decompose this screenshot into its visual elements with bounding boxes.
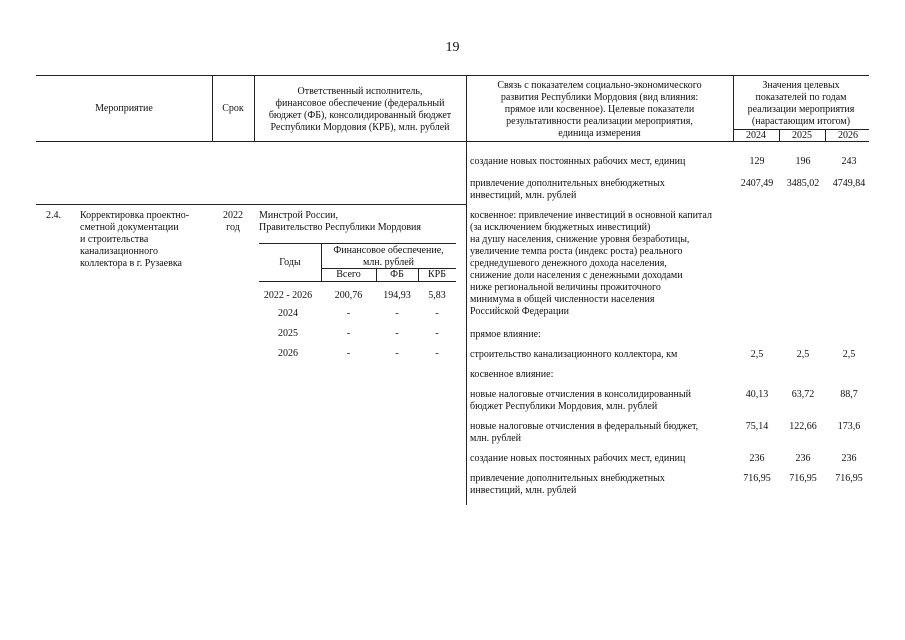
page-number: 19 bbox=[445, 40, 460, 55]
finance-col-fb: ФБ bbox=[390, 269, 404, 280]
direct-influence-label: прямое влияние: bbox=[470, 329, 541, 340]
section-rule bbox=[36, 204, 466, 205]
year-2025-header: 2025 bbox=[792, 130, 812, 141]
finance-col-total: Всего bbox=[336, 269, 361, 280]
header-measure: Мероприятие bbox=[95, 103, 153, 114]
finance-col-krb: КРБ bbox=[428, 269, 446, 280]
table-top-rule bbox=[36, 75, 869, 76]
year-2024-header: 2024 bbox=[746, 130, 766, 141]
header-term: Срок bbox=[222, 103, 244, 114]
finance-group-header: Финансовое обеспечение, bbox=[333, 245, 444, 256]
item-number: 2.4. bbox=[46, 210, 61, 221]
indirect-influence-label: косвенное влияние: bbox=[470, 369, 554, 380]
year-2026-header: 2026 bbox=[838, 130, 858, 141]
finance-years-header: Годы bbox=[279, 257, 301, 268]
